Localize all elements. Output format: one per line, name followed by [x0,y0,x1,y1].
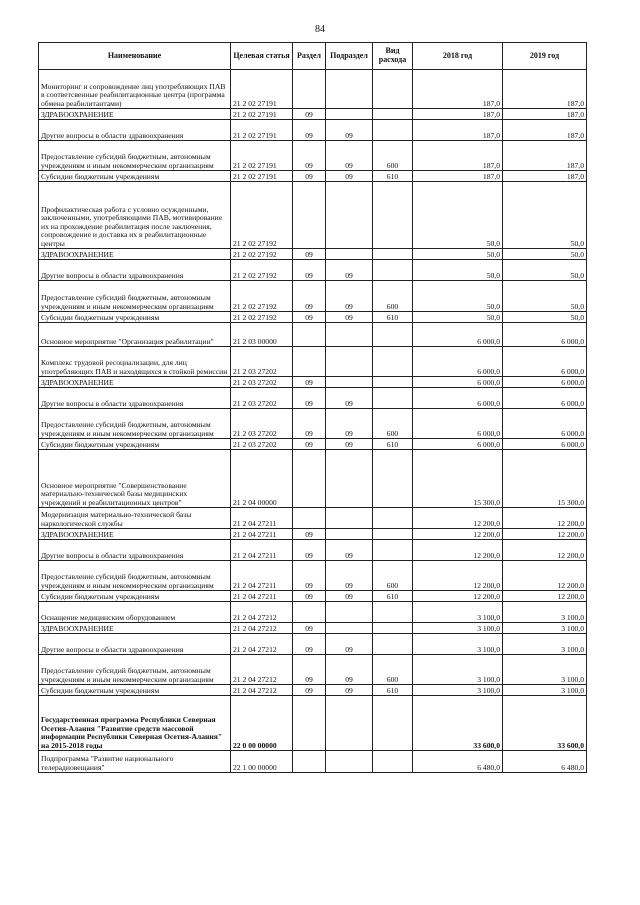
row-section-cell [293,751,326,773]
row-expense-type-cell [373,634,413,655]
row-target-article-cell: 21 2 02 27192 [231,260,293,281]
row-2019-cell: 12 200,0 [503,540,587,561]
table-body [39,70,587,773]
table-row [39,439,587,450]
row-name-cell: ЗДРАВООХРАНЕНИЕ [39,529,231,540]
row-name-cell: Предоставление субсидий бюджетным, автономным учреждениям и иным некоммерческим организациям [39,409,231,439]
header-year-2018: 2018 год [413,43,503,70]
row-section-cell: 09 [293,141,326,171]
header-section: Раздел [293,43,326,70]
row-name-cell: Другие вопросы в области здравоохранения [39,120,231,141]
row-subsection-cell [326,751,373,773]
row-subsection-cell [326,450,373,508]
row-target-article-cell: 21 2 04 27211 [231,540,293,561]
row-expense-type-cell: 610 [373,591,413,602]
table-row [39,623,587,634]
row-subsection-cell [326,347,373,377]
row-2019-cell: 187,0 [503,120,587,141]
row-target-article-cell: 21 2 02 27191 [231,141,293,171]
row-2019-cell: 6 000,0 [503,347,587,377]
row-name-cell: ЗДРАВООХРАНЕНИЕ [39,377,231,388]
row-2019-cell: 6 000,0 [503,323,587,347]
header-row [39,43,587,70]
row-section-cell: 09 [293,312,326,323]
row-subsection-cell [326,623,373,634]
row-2019-cell: 3 100,0 [503,634,587,655]
table-row [39,182,587,249]
row-expense-type-cell: 610 [373,312,413,323]
row-2018-cell: 3 100,0 [413,634,503,655]
row-section-cell: 09 [293,388,326,409]
row-2019-cell: 15 300,0 [503,450,587,508]
row-subsection-cell [326,602,373,623]
row-target-article-cell: 21 2 04 27212 [231,602,293,623]
table-row [39,120,587,141]
row-name-cell: Субсидии бюджетным учреждениям [39,171,231,182]
row-expense-type-cell [373,120,413,141]
row-expense-type-cell: 600 [373,655,413,685]
row-section-cell: 09 [293,623,326,634]
row-2018-cell: 15 300,0 [413,450,503,508]
row-subsection-cell [326,70,373,109]
table-row [39,141,587,171]
row-expense-type-cell [373,260,413,281]
row-section-cell: 09 [293,655,326,685]
row-target-article-cell: 22 0 00 00000 [231,696,293,751]
row-expense-type-cell: 610 [373,439,413,450]
row-2019-cell: 50,0 [503,281,587,312]
row-subsection-cell: 09 [326,281,373,312]
row-target-article-cell: 21 2 02 27192 [231,281,293,312]
row-expense-type-cell [373,508,413,529]
row-name-cell: Предоставление субсидий бюджетным, автономным учреждениям и иным некоммерческим организациям [39,281,231,312]
row-2018-cell: 6 000,0 [413,377,503,388]
row-section-cell: 09 [293,377,326,388]
row-expense-type-cell [373,751,413,773]
row-target-article-cell: 21 2 02 27191 [231,70,293,109]
row-subsection-cell: 09 [326,171,373,182]
row-expense-type-cell [373,347,413,377]
row-expense-type-cell [373,696,413,751]
row-section-cell: 09 [293,249,326,260]
table-row [39,281,587,312]
row-2019-cell: 187,0 [503,171,587,182]
table-row [39,409,587,439]
row-2018-cell: 12 200,0 [413,591,503,602]
row-target-article-cell: 21 2 03 00000 [231,323,293,347]
row-2019-cell: 12 200,0 [503,529,587,540]
row-name-cell: Модернизация материально-технической базы наркологической службы [39,508,231,529]
page-number: 84 [315,24,325,35]
row-subsection-cell [326,377,373,388]
row-section-cell: 09 [293,634,326,655]
table-row [39,685,587,696]
row-2019-cell: 6 480,0 [503,751,587,773]
row-2018-cell: 6 000,0 [413,323,503,347]
row-2018-cell: 50,0 [413,312,503,323]
row-subsection-cell: 09 [326,591,373,602]
row-expense-type-cell: 610 [373,685,413,696]
row-2018-cell: 3 100,0 [413,602,503,623]
row-target-article-cell: 21 2 02 27191 [231,120,293,141]
row-name-cell: ЗДРАВООХРАНЕНИЕ [39,249,231,260]
row-2018-cell: 33 600,0 [413,696,503,751]
row-target-article-cell: 21 2 03 27202 [231,347,293,377]
table-row [39,323,587,347]
header-subsection: Подраздел [326,43,373,70]
row-2019-cell: 12 200,0 [503,591,587,602]
row-2018-cell: 187,0 [413,109,503,120]
row-expense-type-cell [373,109,413,120]
row-target-article-cell: 21 2 02 27192 [231,312,293,323]
table-row [39,70,587,109]
table-row [39,634,587,655]
row-expense-type-cell [373,182,413,249]
budget-table [38,42,587,773]
row-target-article-cell: 21 2 02 27192 [231,182,293,249]
row-2019-cell: 3 100,0 [503,602,587,623]
row-subsection-cell: 09 [326,312,373,323]
table-row [39,529,587,540]
row-section-cell [293,347,326,377]
row-2019-cell: 3 100,0 [503,623,587,634]
row-expense-type-cell: 600 [373,561,413,591]
row-target-article-cell: 22 1 00 00000 [231,751,293,773]
row-2019-cell: 50,0 [503,260,587,281]
row-section-cell: 09 [293,109,326,120]
table-row [39,249,587,260]
row-name-cell: Основное мероприятие "Совершенствование материально-технической базы медицинских учреждений и реабилитационных центров" [39,450,231,508]
row-name-cell: Субсидии бюджетным учреждениям [39,439,231,450]
row-section-cell: 09 [293,281,326,312]
row-target-article-cell: 21 2 04 27212 [231,634,293,655]
table-row [39,260,587,281]
row-section-cell [293,450,326,508]
row-name-cell: Другие вопросы в области здравоохранения [39,540,231,561]
row-subsection-cell: 09 [326,388,373,409]
row-2019-cell: 6 000,0 [503,439,587,450]
row-subsection-cell: 09 [326,141,373,171]
row-name-cell: Подпрограмма "Развитие национального телерадиовещания" [39,751,231,773]
row-subsection-cell [326,696,373,751]
row-section-cell: 09 [293,171,326,182]
row-expense-type-cell [373,450,413,508]
row-subsection-cell [326,508,373,529]
row-expense-type-cell [373,388,413,409]
row-subsection-cell: 09 [326,120,373,141]
row-name-cell: Предоставление субсидий бюджетным, автономным учреждениям и иным некоммерческим организациям [39,141,231,171]
row-name-cell: Государственная программа Республики Северная Осетия-Алания "Развитие средств массовой информации Республики Северная Осетия-Алания" на 2015-2018 годы [39,696,231,751]
row-name-cell: Предоставление субсидий бюджетным, автономным учреждениям и иным некоммерческим организациям [39,655,231,685]
row-expense-type-cell [373,529,413,540]
row-2018-cell: 6 480,0 [413,751,503,773]
row-2018-cell: 50,0 [413,281,503,312]
row-subsection-cell [326,323,373,347]
table-row [39,591,587,602]
header-expense-type: Вид расхода [373,43,413,70]
row-section-cell [293,70,326,109]
row-subsection-cell: 09 [326,685,373,696]
table-row [39,540,587,561]
row-expense-type-cell: 600 [373,281,413,312]
header-target-article: Целевая статья [231,43,293,70]
row-target-article-cell: 21 2 03 27202 [231,377,293,388]
row-2019-cell: 33 600,0 [503,696,587,751]
table-row [39,109,587,120]
row-name-cell: Другие вопросы в области здравоохранения [39,634,231,655]
row-2018-cell: 6 000,0 [413,388,503,409]
row-section-cell [293,323,326,347]
row-2019-cell: 187,0 [503,141,587,171]
row-subsection-cell [326,109,373,120]
row-name-cell: Предоставление субсидий бюджетным, автономным учреждениям и иным некоммерческим организациям [39,561,231,591]
row-target-article-cell: 21 2 03 27202 [231,409,293,439]
row-expense-type-cell: 600 [373,409,413,439]
row-name-cell: ЗДРАВООХРАНЕНИЕ [39,623,231,634]
row-2018-cell: 187,0 [413,141,503,171]
row-target-article-cell: 21 2 04 00000 [231,450,293,508]
header-year-2019: 2019 год [503,43,587,70]
row-name-cell: ЗДРАВООХРАНЕНИЕ [39,109,231,120]
row-name-cell: Профилактическая работа с условно осужденными, заключенными, употребляющими ПАВ, мотивирование их на прохождение реабилитация после заключения, сопровождение и доставка их в реабилитационные центры [39,182,231,249]
row-target-article-cell: 21 2 04 27211 [231,561,293,591]
row-section-cell: 09 [293,685,326,696]
row-target-article-cell: 21 2 02 27191 [231,109,293,120]
row-target-article-cell: 21 2 04 27211 [231,591,293,602]
row-expense-type-cell [373,323,413,347]
row-expense-type-cell [373,602,413,623]
row-name-cell: Субсидии бюджетным учреждениям [39,591,231,602]
row-2018-cell: 3 100,0 [413,685,503,696]
table-row [39,377,587,388]
row-target-article-cell: 21 2 03 27202 [231,439,293,450]
row-name-cell: Оснащение медицинским оборудованием [39,602,231,623]
table-row [39,508,587,529]
row-2019-cell: 50,0 [503,182,587,249]
row-2019-cell: 50,0 [503,249,587,260]
row-target-article-cell: 21 2 04 27212 [231,655,293,685]
row-2018-cell: 3 100,0 [413,655,503,685]
row-expense-type-cell [373,623,413,634]
header-name: Наименование [39,43,231,70]
row-2018-cell: 187,0 [413,171,503,182]
row-subsection-cell [326,249,373,260]
row-name-cell: Другие вопросы в области здравоохранения [39,388,231,409]
row-2019-cell: 12 200,0 [503,508,587,529]
row-subsection-cell: 09 [326,655,373,685]
row-2018-cell: 50,0 [413,182,503,249]
row-2018-cell: 50,0 [413,249,503,260]
table-row [39,450,587,508]
row-target-article-cell: 21 2 04 27211 [231,529,293,540]
row-subsection-cell [326,182,373,249]
table-row [39,171,587,182]
table-row [39,388,587,409]
row-expense-type-cell: 610 [373,171,413,182]
row-2018-cell: 3 100,0 [413,623,503,634]
table-row [39,602,587,623]
row-2019-cell: 6 000,0 [503,377,587,388]
row-expense-type-cell: 600 [373,141,413,171]
row-subsection-cell: 09 [326,260,373,281]
row-2019-cell: 3 100,0 [503,685,587,696]
row-2018-cell: 6 000,0 [413,409,503,439]
row-name-cell: Другие вопросы в области здравоохранения [39,260,231,281]
row-section-cell: 09 [293,409,326,439]
row-section-cell: 09 [293,540,326,561]
row-subsection-cell: 09 [326,561,373,591]
row-subsection-cell: 09 [326,540,373,561]
row-2019-cell: 12 200,0 [503,561,587,591]
row-name-cell: Комплекс трудовой ресоциализации, для лиц употребляющих ПАВ и находящихся в стойкой ремиссии [39,347,231,377]
table-row [39,561,587,591]
row-2019-cell: 50,0 [503,312,587,323]
row-2019-cell: 187,0 [503,70,587,109]
table-row [39,312,587,323]
row-section-cell [293,508,326,529]
row-section-cell: 09 [293,260,326,281]
row-2019-cell: 187,0 [503,109,587,120]
row-target-article-cell: 21 2 02 27191 [231,171,293,182]
row-section-cell [293,696,326,751]
row-target-article-cell: 21 2 04 27212 [231,685,293,696]
row-name-cell: Субсидии бюджетным учреждениям [39,685,231,696]
row-section-cell: 09 [293,561,326,591]
row-expense-type-cell [373,70,413,109]
row-expense-type-cell [373,249,413,260]
row-target-article-cell: 21 2 04 27211 [231,508,293,529]
row-2019-cell: 6 000,0 [503,409,587,439]
row-expense-type-cell [373,377,413,388]
row-2018-cell: 50,0 [413,260,503,281]
row-name-cell: Основное мероприятие "Организация реабилитации" [39,323,231,347]
row-2018-cell: 12 200,0 [413,540,503,561]
row-subsection-cell: 09 [326,439,373,450]
table-row [39,696,587,751]
row-2018-cell: 187,0 [413,70,503,109]
row-section-cell: 09 [293,439,326,450]
row-section-cell [293,602,326,623]
row-target-article-cell: 21 2 02 27192 [231,249,293,260]
row-2018-cell: 6 000,0 [413,347,503,377]
row-name-cell: Субсидии бюджетным учреждениям [39,312,231,323]
row-subsection-cell: 09 [326,634,373,655]
table-row [39,751,587,773]
row-2019-cell: 6 000,0 [503,388,587,409]
row-section-cell: 09 [293,591,326,602]
row-target-article-cell: 21 2 04 27212 [231,623,293,634]
row-2018-cell: 12 200,0 [413,508,503,529]
row-subsection-cell: 09 [326,409,373,439]
table-row [39,347,587,377]
row-subsection-cell [326,529,373,540]
row-2018-cell: 12 200,0 [413,529,503,540]
row-section-cell: 09 [293,529,326,540]
row-expense-type-cell [373,540,413,561]
row-2019-cell: 3 100,0 [503,655,587,685]
row-name-cell: Мониторинг и сопровождение лиц употребляющих ПАВ в соответсвенные реабилитационные центра (программа обмена реабилитантами) [39,70,231,109]
row-2018-cell: 187,0 [413,120,503,141]
table-row [39,655,587,685]
row-2018-cell: 6 000,0 [413,439,503,450]
row-target-article-cell: 21 2 03 27202 [231,388,293,409]
row-section-cell: 09 [293,120,326,141]
row-section-cell [293,182,326,249]
row-2018-cell: 12 200,0 [413,561,503,591]
